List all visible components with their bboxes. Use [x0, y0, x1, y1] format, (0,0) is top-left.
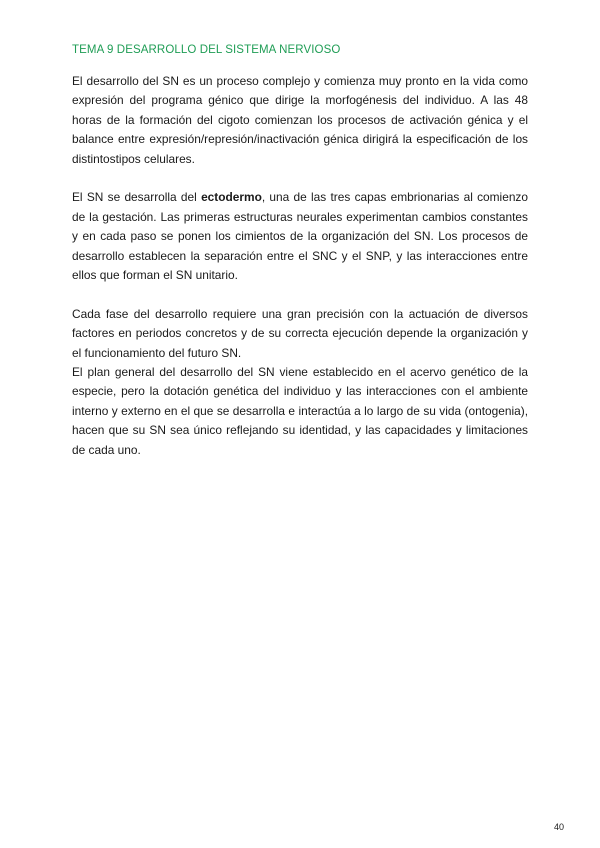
section-title: TEMA 9 DESARROLLO DEL SISTEMA NERVIOSO: [72, 44, 341, 56]
paragraph-2: [72, 188, 528, 285]
paragraph-2-rest: , una de las tres capas embrionarias al comienzo de la gestación. Las primeras estructuras neurales experimentan cambios constantes y en cada paso se ponen los cimientos de la organización del SN. Los procesos de desarrollo establecen la separación entre el SNC y el SNP, y las interacciones entre ellos que forman el SN unitario.: [72, 190, 528, 283]
page-number: 40: [553, 822, 564, 832]
paragraph-2-lead: El SN se desarrolla del: [72, 190, 202, 205]
body-text: [72, 72, 528, 460]
paragraph-4: El plan general del desarrollo del SN viene establecido en el acervo genético de la especie, pero la dotación genética del individuo y las interacciones con el ambiente interno y externo en el que se desarrolla e interactúa a lo largo de su vida (ontogenia), hacen que su SN sea único reflejando su identidad, y las capacidades y limitaciones de cada uno.: [72, 365, 528, 457]
paragraph-3: Cada fase del desarrollo requiere una gran precisión con la actuación de diversos factores en periodos concretos y de su correcta ejecución depende la organización y el funcionamiento del futuro SN.: [72, 306, 528, 360]
ectodermo-term: ectodermo: [201, 190, 262, 205]
paragraph-1: El desarrollo del SN es un proceso complejo y comienza muy pronto en la vida como expresión del programa génico que dirige la morfogénesis del individuo. A las 48 horas de la formación del cigoto comienzan los procesos de activación génica y el balance entre expresión/represión/inactivación génica dirigirá la especificación de los distintostipos celulares.: [72, 74, 528, 166]
